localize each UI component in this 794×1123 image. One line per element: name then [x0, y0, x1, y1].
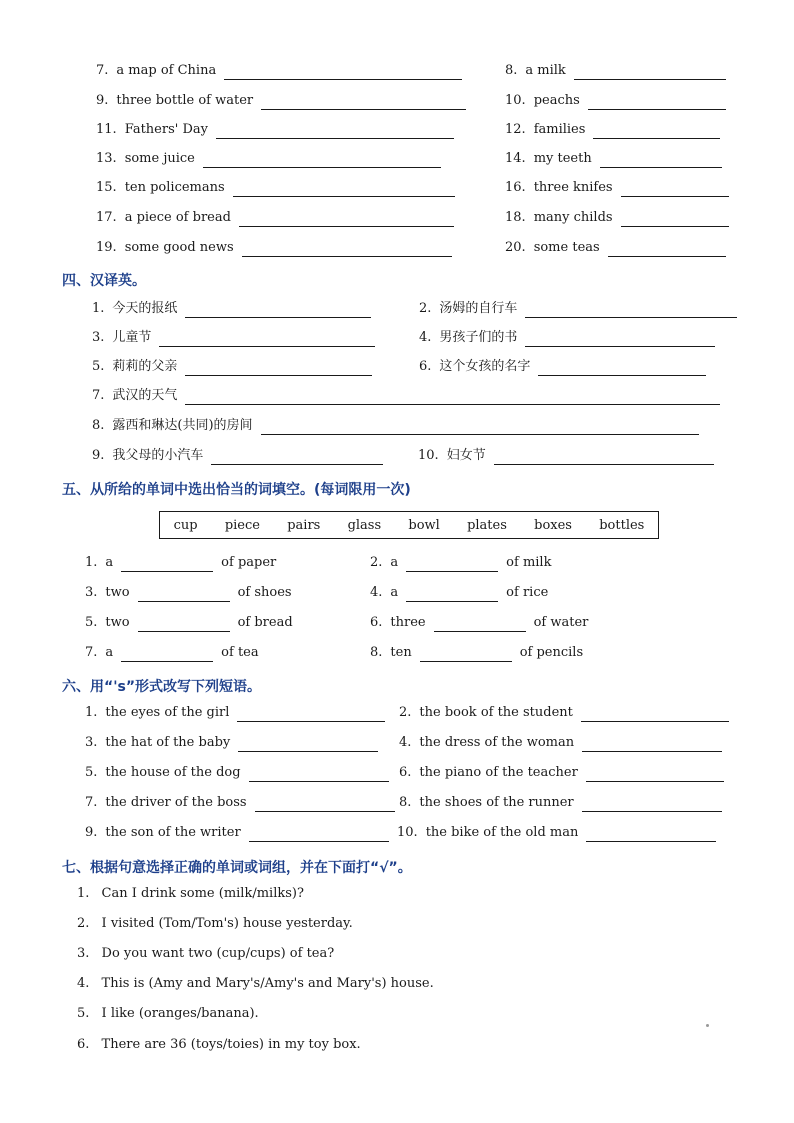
word-bank-item: piece — [224, 517, 260, 533]
item-text: the son of the writer — [105, 825, 241, 840]
item-number: 9. — [85, 825, 98, 840]
item-number: 11. — [96, 122, 117, 137]
answer-blank[interactable] — [582, 737, 722, 752]
item-text: a milk — [525, 63, 566, 78]
answer-blank[interactable] — [216, 124, 454, 139]
item-number: 1. — [77, 886, 90, 901]
item-post: of rice — [506, 585, 549, 600]
item-text: 妇女节 — [446, 448, 486, 463]
answer-blank[interactable] — [608, 242, 726, 257]
item-number: 8. — [399, 795, 412, 810]
item-number: 16. — [505, 180, 526, 195]
answer-blank[interactable] — [600, 153, 722, 168]
list-item — [96, 209, 454, 227]
answer-blank[interactable] — [261, 95, 466, 110]
answer-blank[interactable] — [203, 153, 441, 168]
list-item — [419, 300, 737, 318]
answer-blank[interactable] — [121, 557, 213, 572]
item-number: 4. — [399, 735, 412, 750]
item-post: of water — [533, 615, 589, 630]
item-text: a piece of bread — [124, 210, 231, 225]
item-pre: two — [105, 615, 130, 630]
item-number: 7. — [92, 388, 105, 403]
item-pre: a — [105, 555, 114, 570]
item-text: a map of China — [116, 63, 217, 78]
item-number: 4. — [370, 585, 383, 600]
item-number: 5. — [77, 1006, 90, 1021]
list-row — [0, 614, 794, 636]
list-item — [85, 764, 389, 782]
list-row — [0, 300, 794, 322]
list-item — [96, 239, 452, 257]
list-row — [0, 447, 794, 469]
list-row — [0, 584, 794, 606]
answer-blank[interactable] — [185, 303, 371, 318]
answer-blank[interactable] — [581, 707, 729, 722]
item-text: the piano of the teacher — [419, 765, 578, 780]
item-text: the eyes of the girl — [105, 705, 230, 720]
item-number: 13. — [96, 151, 117, 166]
item-number: 6. — [77, 1037, 90, 1052]
answer-blank[interactable] — [582, 797, 722, 812]
list-row — [0, 179, 794, 201]
word-bank-item: pairs — [287, 517, 321, 533]
item-text[interactable]: I visited (Tom/Tom's) house yesterday. — [101, 916, 353, 931]
list-item — [505, 150, 722, 168]
item-pre: three — [390, 615, 426, 630]
item-text: the book of the student — [419, 705, 573, 720]
item-number: 10. — [397, 825, 418, 840]
item-number: 14. — [505, 151, 526, 166]
item-text[interactable]: I like (oranges/banana). — [101, 1006, 259, 1021]
item-text: the bike of the old man — [425, 825, 579, 840]
item-number: 3. — [92, 330, 105, 345]
list-item — [92, 387, 720, 405]
answer-blank[interactable] — [406, 557, 498, 572]
item-text: the dress of the woman — [419, 735, 575, 750]
item-number: 1. — [85, 555, 98, 570]
sentence-item — [77, 1037, 361, 1052]
item-number: 5. — [92, 359, 105, 374]
item-text: my teeth — [533, 151, 592, 166]
answer-blank[interactable] — [211, 450, 383, 465]
answer-blank[interactable] — [233, 182, 455, 197]
item-text: the shoes of the runner — [419, 795, 574, 810]
answer-blank[interactable] — [586, 827, 716, 842]
item-number: 19. — [96, 240, 117, 255]
item-number: 3. — [85, 585, 98, 600]
list-item — [370, 584, 548, 602]
item-text: three knifes — [533, 180, 613, 195]
item-post: of tea — [221, 645, 259, 660]
item-post: of pencils — [519, 645, 584, 660]
list-item — [85, 584, 292, 602]
answer-blank[interactable] — [621, 182, 729, 197]
item-number: 2. — [370, 555, 383, 570]
list-item — [399, 764, 724, 782]
item-number: 8. — [370, 645, 383, 660]
item-text: the driver of the boss — [105, 795, 247, 810]
item-text: 今天的报纸 — [112, 301, 178, 316]
sentence-item — [77, 946, 334, 961]
list-item — [85, 704, 385, 722]
item-number: 10. — [418, 448, 439, 463]
list-row — [0, 209, 794, 231]
item-number: 7. — [96, 63, 109, 78]
item-number: 7. — [85, 795, 98, 810]
list-row — [0, 794, 794, 816]
list-item — [85, 794, 395, 812]
list-row — [0, 239, 794, 261]
list-item — [397, 824, 716, 842]
section7-title: 七、根据句意选择正确的单词或词组，并在下面打“√”。 — [62, 860, 412, 876]
item-number: 7. — [85, 645, 98, 660]
list-row — [0, 387, 794, 409]
item-text: three bottle of water — [116, 93, 254, 108]
answer-blank[interactable] — [237, 707, 385, 722]
item-number: 18. — [505, 210, 526, 225]
answer-blank[interactable] — [586, 767, 724, 782]
list-row — [0, 92, 794, 114]
word-bank-item: bottles — [599, 517, 645, 533]
item-pre: a — [105, 645, 114, 660]
item-number: 1. — [85, 705, 98, 720]
item-text[interactable]: There are 36 (toys/toies) in my toy box. — [101, 1037, 361, 1052]
item-text: 儿童节 — [112, 330, 152, 345]
list-row — [0, 644, 794, 666]
list-item — [505, 92, 726, 110]
item-number: 5. — [85, 765, 98, 780]
section4-title: 四、汉译英。 — [62, 273, 146, 289]
item-number: 9. — [96, 93, 109, 108]
answer-blank[interactable] — [494, 450, 714, 465]
list-item — [370, 614, 588, 632]
item-pre: ten — [390, 645, 412, 660]
answer-blank[interactable] — [406, 587, 498, 602]
list-row — [0, 554, 794, 576]
item-number: 1. — [92, 301, 105, 316]
list-row — [0, 417, 794, 439]
item-post: of shoes — [237, 585, 292, 600]
word-bank-item: bowl — [408, 517, 440, 533]
list-item — [370, 644, 583, 662]
list-item — [85, 734, 378, 752]
item-number: 3. — [85, 735, 98, 750]
item-text: 我父母的小汽车 — [112, 448, 204, 463]
answer-blank[interactable] — [121, 647, 213, 662]
item-number: 2. — [77, 916, 90, 931]
item-number: 8. — [505, 63, 518, 78]
item-number: 20. — [505, 240, 526, 255]
item-number: 8. — [92, 418, 105, 433]
item-text: some teas — [533, 240, 600, 255]
section5-title: 五、从所给的单词中选出恰当的词填空。(每词限用一次) — [62, 482, 411, 498]
list-item — [418, 447, 714, 465]
list-item — [419, 358, 706, 376]
list-item — [399, 734, 722, 752]
answer-blank[interactable] — [238, 737, 378, 752]
list-item — [92, 300, 371, 318]
item-number: 4. — [77, 976, 90, 991]
answer-blank[interactable] — [261, 420, 699, 435]
item-number: 2. — [419, 301, 432, 316]
item-text: 男孩子们的书 — [439, 330, 518, 345]
list-item — [92, 329, 375, 347]
answer-blank[interactable] — [420, 647, 512, 662]
list-row — [0, 358, 794, 380]
item-number: 10. — [505, 93, 526, 108]
section6-title: 六、用“'s”形式改写下列短语。 — [62, 679, 262, 695]
list-item — [92, 358, 372, 376]
item-text: many childs — [533, 210, 613, 225]
answer-blank[interactable] — [138, 587, 230, 602]
list-item — [92, 447, 383, 465]
list-item — [505, 62, 726, 80]
answer-blank[interactable] — [593, 124, 720, 139]
sentence-item — [77, 976, 434, 991]
list-row — [0, 329, 794, 351]
sentence-item — [77, 886, 304, 901]
item-number: 17. — [96, 210, 117, 225]
item-pre: two — [105, 585, 130, 600]
list-item — [92, 417, 699, 435]
list-item — [505, 239, 726, 257]
item-text: 露西和琳达(共同)的房间 — [112, 418, 253, 433]
word-bank-item: cup — [173, 517, 198, 533]
answer-blank[interactable] — [185, 390, 720, 405]
item-number: 9. — [92, 448, 105, 463]
item-text: 莉莉的父亲 — [112, 359, 178, 374]
item-text: the house of the dog — [105, 765, 241, 780]
item-number: 6. — [370, 615, 383, 630]
item-text: some juice — [124, 151, 195, 166]
item-number: 12. — [505, 122, 526, 137]
answer-blank[interactable] — [249, 767, 389, 782]
list-item — [419, 329, 715, 347]
item-text: peachs — [533, 93, 580, 108]
answer-blank[interactable] — [138, 617, 230, 632]
sentence-item — [77, 916, 353, 931]
list-item — [505, 209, 729, 227]
list-row — [0, 150, 794, 172]
item-text: the hat of the baby — [105, 735, 231, 750]
list-item — [505, 121, 720, 139]
list-item — [96, 92, 466, 110]
list-item — [85, 644, 259, 662]
answer-blank[interactable] — [255, 797, 395, 812]
item-text: Fathers' Day — [124, 122, 208, 137]
item-number: 5. — [85, 615, 98, 630]
answer-blank[interactable] — [185, 361, 372, 376]
list-row — [0, 62, 794, 84]
list-item — [370, 554, 551, 572]
item-text: some good news — [124, 240, 234, 255]
item-number: 6. — [419, 359, 432, 374]
answer-blank[interactable] — [525, 332, 715, 347]
item-text: ten policemans — [124, 180, 225, 195]
answer-blank[interactable] — [434, 617, 526, 632]
list-item — [399, 704, 729, 722]
answer-blank[interactable] — [538, 361, 706, 376]
word-bank-item: boxes — [534, 517, 572, 533]
item-post: of milk — [506, 555, 552, 570]
word-bank-item: glass — [347, 517, 382, 533]
list-item — [505, 179, 729, 197]
list-row — [0, 734, 794, 756]
scan-speck — [706, 1024, 709, 1027]
item-post: of paper — [221, 555, 277, 570]
answer-blank[interactable] — [159, 332, 375, 347]
list-item — [85, 614, 293, 632]
item-number: 15. — [96, 180, 117, 195]
item-number: 2. — [399, 705, 412, 720]
list-item — [96, 121, 454, 139]
list-row — [0, 824, 794, 846]
answer-blank[interactable] — [621, 212, 729, 227]
list-item — [96, 179, 455, 197]
item-pre: a — [390, 555, 399, 570]
answer-blank[interactable] — [249, 827, 389, 842]
list-item — [96, 62, 462, 80]
list-item — [96, 150, 441, 168]
word-bank — [159, 511, 659, 539]
answer-blank[interactable] — [239, 212, 454, 227]
sentence-item — [77, 1006, 259, 1021]
item-text: families — [533, 122, 586, 137]
answer-blank[interactable] — [224, 65, 462, 80]
item-number: 3. — [77, 946, 90, 961]
item-post: of bread — [237, 615, 293, 630]
list-row — [0, 764, 794, 786]
answer-blank[interactable] — [574, 65, 726, 80]
item-text[interactable]: Can I drink some (milk/milks)? — [101, 886, 304, 901]
list-item — [399, 794, 722, 812]
item-text: 这个女孩的名字 — [439, 359, 531, 374]
answer-blank[interactable] — [525, 303, 737, 318]
item-text: 汤姆的自行车 — [439, 301, 518, 316]
answer-blank[interactable] — [242, 242, 452, 257]
list-item — [85, 554, 276, 572]
item-number: 6. — [399, 765, 412, 780]
item-text: 武汉的天气 — [112, 388, 178, 403]
list-item — [85, 824, 389, 842]
answer-blank[interactable] — [588, 95, 726, 110]
item-pre: a — [390, 585, 399, 600]
word-bank-item: plates — [467, 517, 507, 533]
list-row — [0, 704, 794, 726]
item-text[interactable]: Do you want two (cup/cups) of tea? — [101, 946, 335, 961]
item-number: 4. — [419, 330, 432, 345]
item-text[interactable]: This is (Amy and Mary's/Amy's and Mary's) house. — [101, 976, 434, 991]
list-row — [0, 121, 794, 143]
